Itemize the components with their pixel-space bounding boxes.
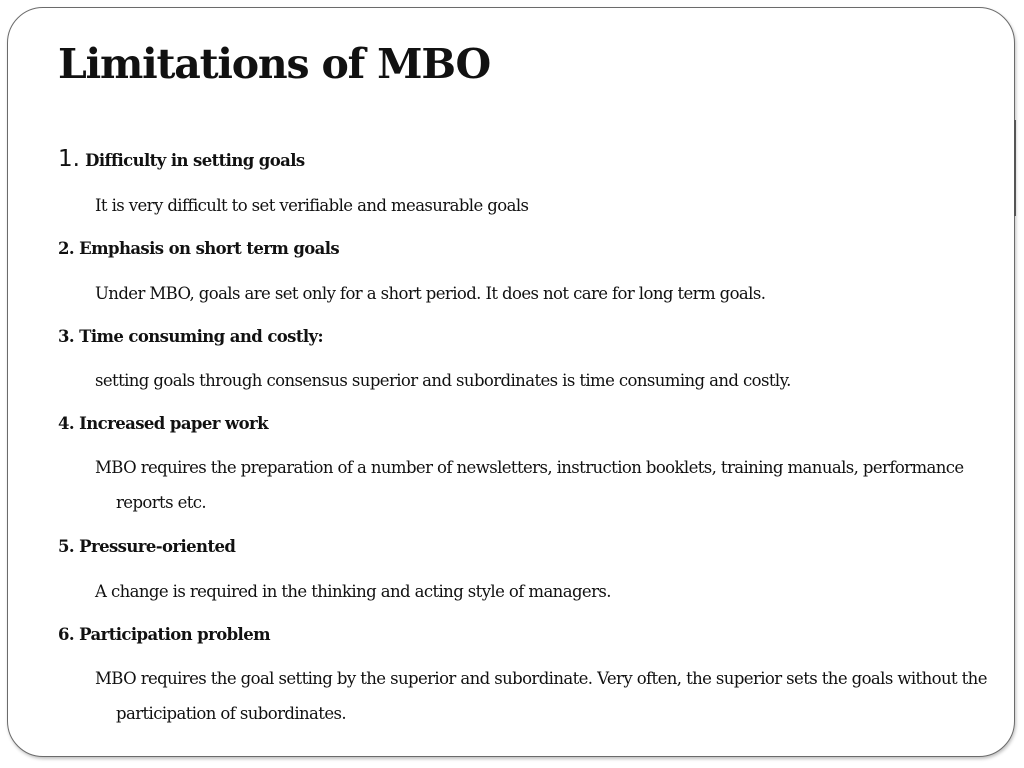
limitation-description-4-line-2: reports etc. <box>116 493 207 512</box>
limitation-description-3: setting goals through consensus superior and subordinates is time consuming and costly. <box>95 371 791 390</box>
limitation-description-5: A change is required in the thinking and acting style of managers. <box>95 582 611 601</box>
limitation-heading-1 <box>58 148 305 172</box>
limitation-heading-5: 5. Pressure-oriented <box>58 537 236 556</box>
limitation-description-6-line-1: MBO requires the goal setting by the superior and subordinate. Very often, the superior sets the goals without the <box>95 669 987 688</box>
limitation-heading-2: 2. Emphasis on short term goals <box>58 239 340 258</box>
limitation-number-1: 1. <box>58 146 80 172</box>
limitation-description-2: Under MBO, goals are set only for a short period. It does not care for long term goals. <box>95 284 766 303</box>
slide-edge-mark <box>1014 120 1016 216</box>
limitation-heading-3: 3. Time consuming and costly: <box>58 327 324 346</box>
limitation-heading-1-text: Difficulty in setting goals <box>85 151 305 170</box>
limitation-description-6-line-2: participation of subordinates. <box>116 704 346 723</box>
limitation-heading-4: 4. Increased paper work <box>58 414 268 433</box>
limitation-description-6 <box>95 661 987 731</box>
limitation-description-4-line-1: MBO requires the preparation of a number of newsletters, instruction booklets, training manuals, performance <box>95 458 964 477</box>
limitation-description-1: It is very difficult to set verifiable and measurable goals <box>95 196 529 215</box>
limitation-description-4 <box>95 450 964 520</box>
limitation-heading-6: 6. Participation problem <box>58 625 270 644</box>
slide-title: Limitations of MBO <box>58 40 491 88</box>
